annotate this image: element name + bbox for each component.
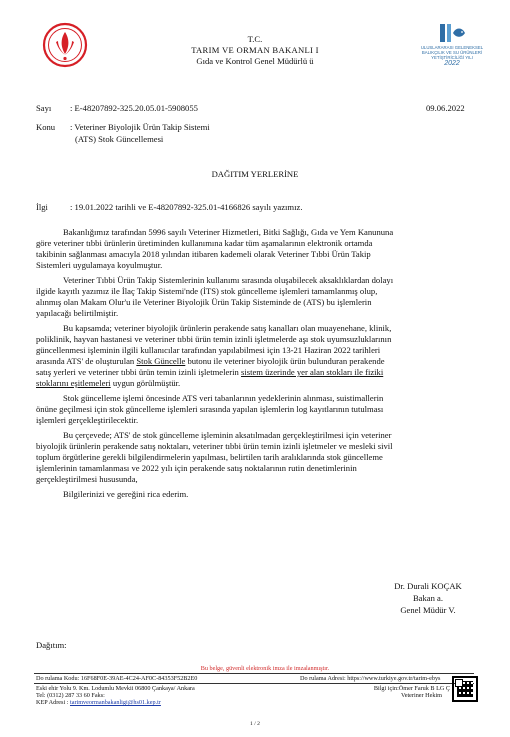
p3-line5-text: satış yerleri ve veteriner tıbbi ürün temin izinli işletmelerin bbox=[36, 367, 241, 377]
p5-line: Bu çerçevede; ATS' de stok güncelleme işleminin aksatılmadan gerçekleştirilmesi için veteriner bbox=[63, 430, 392, 440]
p5-line: biyolojik ürünlerin perakende satış noktaları, veteriner tıbbi ürün temin izinli işletmeler ve mesleki sivil bbox=[36, 441, 393, 451]
ilgi-value: : 19.01.2022 tarihli ve E-48207892-325.01-4166826 sayılı yazımız. bbox=[70, 202, 303, 212]
p5-line: işlemlerinin tamamlanması ve 2022 yılı için perakende satış noktalarının rutin denetimlerinin bbox=[36, 463, 357, 473]
esignature-note: Bu belge, güvenli elektronik imza ile imzalanmıştır. bbox=[200, 665, 330, 672]
p3-line bbox=[36, 378, 478, 389]
kep-address-link[interactable]: tarimveormanbakanligi@hs01.kep.tr bbox=[69, 699, 161, 706]
paragraph-3 bbox=[36, 323, 478, 389]
signatory-name: Dr. Durali KOÇAK bbox=[394, 581, 462, 591]
sayi-value: : E-48207892-325.20.05.01-5908055 bbox=[70, 103, 198, 113]
document-date: 09.06.2022 bbox=[426, 103, 465, 113]
p3-line6-underlined: stoklarını eşitlemeleri bbox=[36, 378, 111, 388]
p3-line: güncellenmesi işleminin ilgili kullanıcılar tarafından yapılabilmesi için 13-21 Haziran 2022 tarihleri bbox=[36, 345, 381, 355]
ministry-emblem-logo bbox=[42, 22, 88, 68]
p3-line bbox=[36, 356, 478, 367]
footer-kep bbox=[36, 699, 161, 706]
p5-line: toplum örgütlerine gerekli bilgilendirmelerin yapılması, belirtilen tarih aralıklarında stok güncelleme bbox=[36, 452, 383, 462]
paragraph-5 bbox=[36, 430, 478, 485]
footer-info: Bilgi için:Ömer Faruk B LG Ç bbox=[373, 685, 450, 692]
p3-line5-underlined: sistem üzerinde yer alan stokları ile fiziki bbox=[241, 367, 384, 377]
qr-finder-icon bbox=[455, 679, 463, 687]
p1-line: göre veteriner tıbbi ürünlerin üretiminden kullanımına kadar tüm aşamalarının elektronik ortamda bbox=[36, 238, 373, 248]
logo-line-1: ULUSLARARASI GELENEKSEL bbox=[420, 45, 484, 50]
paragraph-6: Bilgilerinizi ve gereğini rica ederim. bbox=[63, 489, 189, 499]
p2-line: alınmış olan Makam Olur'u ile Veteriner Biyolojik Ürün Takip Sisteminde de (ATS) bu işlemlerin bbox=[36, 297, 372, 307]
footer-info-title: Veteriner Hekim bbox=[400, 692, 442, 699]
p3-line4-rest: butonu ile veteriner biyolojik ürün bulunduran perakende bbox=[185, 356, 385, 366]
signatory-title-2: Genel Müdür V. bbox=[400, 605, 456, 615]
sayi-label: Sayı bbox=[36, 103, 52, 113]
p4-line: önüne geçilmesi için stok güncelleme işlemleri sırasında yapılan işlemlerin log kayıtlarının tutulması bbox=[36, 404, 384, 414]
p3-line bbox=[36, 367, 478, 378]
konu-line-2: (ATS) Stok Güncellemesi bbox=[75, 134, 164, 144]
verification-address: Do rulama Adresi: https://www.turkiye.gov.tr/tarim-ebys bbox=[300, 675, 441, 682]
footer-top-rule bbox=[34, 673, 474, 674]
p2-line: yapılacağı belirtilmiştir. bbox=[36, 308, 119, 318]
p1-line: Bakanlığımız tarafından 5996 sayılı Veteriner Hizmetleri, Bitki Sağlığı, Gıda ve Yem Kanununa bbox=[63, 227, 394, 237]
stok-guncelle-button-ref: Stok Güncelle bbox=[136, 356, 186, 366]
p4-line: işlemleri gerçekleştirilecektir. bbox=[36, 415, 139, 425]
verification-code: Do rulama Kodu: 16F68F0E-39AE-4C24-AF0C-84353F52B2E0 bbox=[36, 675, 198, 682]
kep-label: KEP Adresi : bbox=[36, 699, 70, 706]
p3-line6-rest: uygun görülmüştür. bbox=[110, 378, 181, 388]
konu-line-1: : Veteriner Biyolojik Ürün Takip Sistemi bbox=[70, 122, 210, 132]
header-ministry: TARIM VE ORMAN BAKANLI I bbox=[191, 45, 319, 55]
footer-phone: Tel: (0312) 287 33 60 Faks: bbox=[36, 692, 105, 699]
p5-line: gerçekleştirilmesi hususunda, bbox=[36, 474, 138, 484]
logo-line-3: YETİŞTİRİCİLİĞİ YILI bbox=[431, 55, 473, 60]
verification-qr-code bbox=[452, 676, 478, 702]
p2-line: ilgide kayıtlı yazımız ile İlaç Takip Sistemi'nde (İTS) stok güncelleme işlemleri tamamlanmış olup, bbox=[36, 286, 378, 296]
logo-line-2: BALIKÇILIK VE SU ÜRÜNLERİ bbox=[421, 50, 483, 55]
konu-label: Konu bbox=[36, 122, 56, 132]
p3-line: poliklinik, hayvan hastanesi ve veteriner tıbbi ürün temin izinli işletmelerde aşı stok uyumsuzluklarının bbox=[36, 334, 392, 344]
page-number: 1 / 2 bbox=[250, 721, 260, 727]
dagitim-label: Dağıtım: bbox=[36, 640, 67, 650]
signatory-title-1: Bakan a. bbox=[412, 593, 444, 603]
p3-line: Bu kapsamda; veteriner biyolojik ürünlerin perakende satış kanalları olan muayenehane, klinik, bbox=[63, 323, 392, 333]
paragraph-4 bbox=[36, 393, 478, 426]
paragraph-2 bbox=[36, 275, 478, 319]
logo-year: 2022 bbox=[444, 60, 460, 67]
header-directorate: Gıda ve Kontrol Genel Müdürlü ü bbox=[196, 56, 314, 66]
distribution-heading: DAĞITIM YERLERİNE bbox=[211, 169, 299, 179]
p1-line: takibinin sağlanması amacıyla 2018 yılından itibaren kademeli olarak Veteriner Tıbbi Ürün Takip bbox=[36, 249, 371, 259]
fish-logo-icon bbox=[437, 22, 467, 44]
ilgi-label: İlgi bbox=[36, 202, 48, 212]
p2-line: Veteriner Tıbbi Ürün Takip Sistemlerinin kullanımı sırasında oluşabilecek aksaklıklardan dolayı bbox=[63, 275, 394, 285]
p3-line4-text: arasında ATS' de oluşturulan bbox=[36, 356, 137, 366]
paragraph-1 bbox=[36, 227, 478, 271]
fisheries-year-logo bbox=[418, 22, 486, 70]
header-tc: T.C. bbox=[247, 34, 263, 44]
footer-mid-rule bbox=[34, 683, 474, 684]
p4-line: Stok güncelleme işlemi öncesinde ATS veri tabanlarının yedeklerinin alınması, suistimallerin bbox=[63, 393, 384, 403]
ministry-emblem-icon bbox=[42, 22, 88, 68]
p1-line: Sistemleri uygulamaya koyulmuştur. bbox=[36, 260, 163, 270]
footer-address: Eski ehir Yolu 9. Km. Lodumlu Mevkii 06800 Çankaya/ Ankara bbox=[36, 685, 195, 692]
